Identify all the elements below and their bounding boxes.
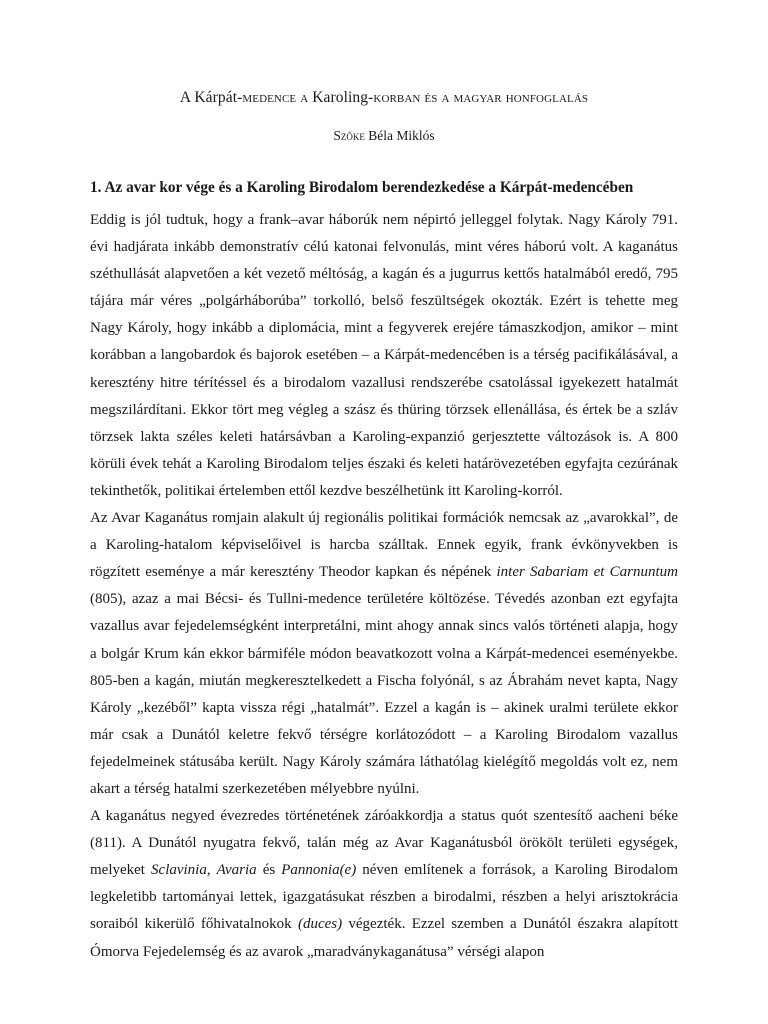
- paragraph-3-text-a: A kaganátus negyed évezredes történetének záróakkordja a status quót szentesítő aacheni béke (811). A Dunától nyugatra fekvő, talán még az Avar Kaganátusból örökölt területi egységek, melyeket: [90, 808, 678, 879]
- title-part-2: Kárpát: [194, 89, 238, 106]
- section-heading: 1. Az avar kor vége és a Karoling Birodalom berendezkedése a Kárpát-medencében: [90, 179, 634, 196]
- document-title: [0, 89, 768, 107]
- paragraph-2-italic: inter Sabariam et Carnuntum: [496, 564, 678, 581]
- paragraph-2-text-a: Az Avar Kaganátus romjain alakult új regionális politikai formációk nemcsak az „avarokkal”, de a Karoling-hatalom képviselőivel is harcba szálltak. Ennek egyik, frank évkönyvekben is rögzített eseménye a már keresztény Theodor kapkan és népének: [90, 510, 678, 581]
- paragraph-3-text-b: néven említenek a források, a Karoling Birodalom legkeletibb tartományai lettek, igazgatásukat részben a birodalmi, részben a helyi arisztokrácia soraiból kikerülő főhivatalnokok: [90, 862, 678, 933]
- body-text: [90, 207, 678, 966]
- paragraph-3: [90, 803, 678, 966]
- title-part-3: -medence a: [237, 89, 313, 106]
- paragraph-3-sep-2: és: [256, 862, 282, 879]
- paragraph-3-italic-sclavinia: Sclavinia: [151, 862, 207, 879]
- paragraph-3-italic-avaria: Avaria: [216, 862, 257, 879]
- paragraph-3-text-c: végezték. Ezzel szemben a Dunától északra alapított Ómorva Fejedelemség és az avarok „maradványkaganátusa” vérségi alapon: [90, 916, 678, 960]
- paragraph-3-italic-pannonia: Pannonia(e): [281, 862, 357, 879]
- author-surname: Szőke: [333, 128, 365, 143]
- document-author: [0, 128, 768, 144]
- paragraph-2: [90, 505, 678, 803]
- title-part-4: Karoling: [312, 89, 369, 106]
- author-given-name: Béla Miklós: [368, 128, 435, 143]
- paragraph-3-sep-1: ,: [206, 862, 217, 879]
- paragraph-2-text-b: (805), azaz a mai Bécsi- és Tullni-medence területére költözése. Tévedés azonban ezt egyfajta vazallus avar fejedelemségként interpretálni, mint ahogy annak sincs valós történeti alapja, hogy a bolgár Krum kán ekkor bármiféle módon beavatkozott volna a Kárpát-medencei eseményekbe. 805-ben a kagán, miután megkeresztelkedett a Fischa folyónál, s az Ábrahám nevet kapta, Nagy Károly „kezéből” kapta vissza régi „hatalmát”. Ezzel a kagán is – akinek uralmi területe ekkor már csak a Dunától keletre fekvő térségre korlátozódott – a Karoling Birodalom vazallus fejedelmeinek státusába került. Nagy Károly számára láthatólag kielégítő megoldás volt ez, nem akart a térség hatalmi szerkezetében mélyebbre nyúlni.: [90, 591, 678, 797]
- paragraph-1: Eddig is jól tudtuk, hogy a frank–avar háborúk nem népirtó jelleggel folytak. Nagy Károly 791. évi hadjárata inkább demonstratív célú katonai felvonulás, mint véres háború volt. A kaganátus széthullását alapvetően a két vezető méltóság, a kagán és a jugurrus kettős hatalmából eredő, 795 tájára már véres „polgárháborúba” torkolló, belső feszültségek okozták. Ezért is tehette meg Nagy Károly, hogy inkább a diplomácia, mint a fegyverek erejére támaszkodjon, amikor – mint korábban a langobardok és bajorok esetében – a Kárpát-medencében is a térség pacifikálásával, a keresztény hitre térítéssel és a birodalom vazallusi rendszerébe csatolással igyekezett hatalmát megszilárdítani. Ekkor tört meg végleg a szász és thüring törzsek ellenállása, és értek be a szláv törzsek lakta széles keleti határsávban a Karoling-expanzió gerjesztette változások is. A 800 körüli évek tehát a Karoling Birodalom teljes északi és keleti határövezetében egyfajta cezúrának tekinthetők, politikai értelemben ettől kezdve beszélhetünk itt Karoling-korról.: [90, 212, 678, 499]
- title-part-1: A: [179, 89, 195, 106]
- paragraph-3-italic-duces: (duces): [297, 916, 343, 933]
- title-part-5: -korban és a magyar honfoglalás: [368, 89, 589, 106]
